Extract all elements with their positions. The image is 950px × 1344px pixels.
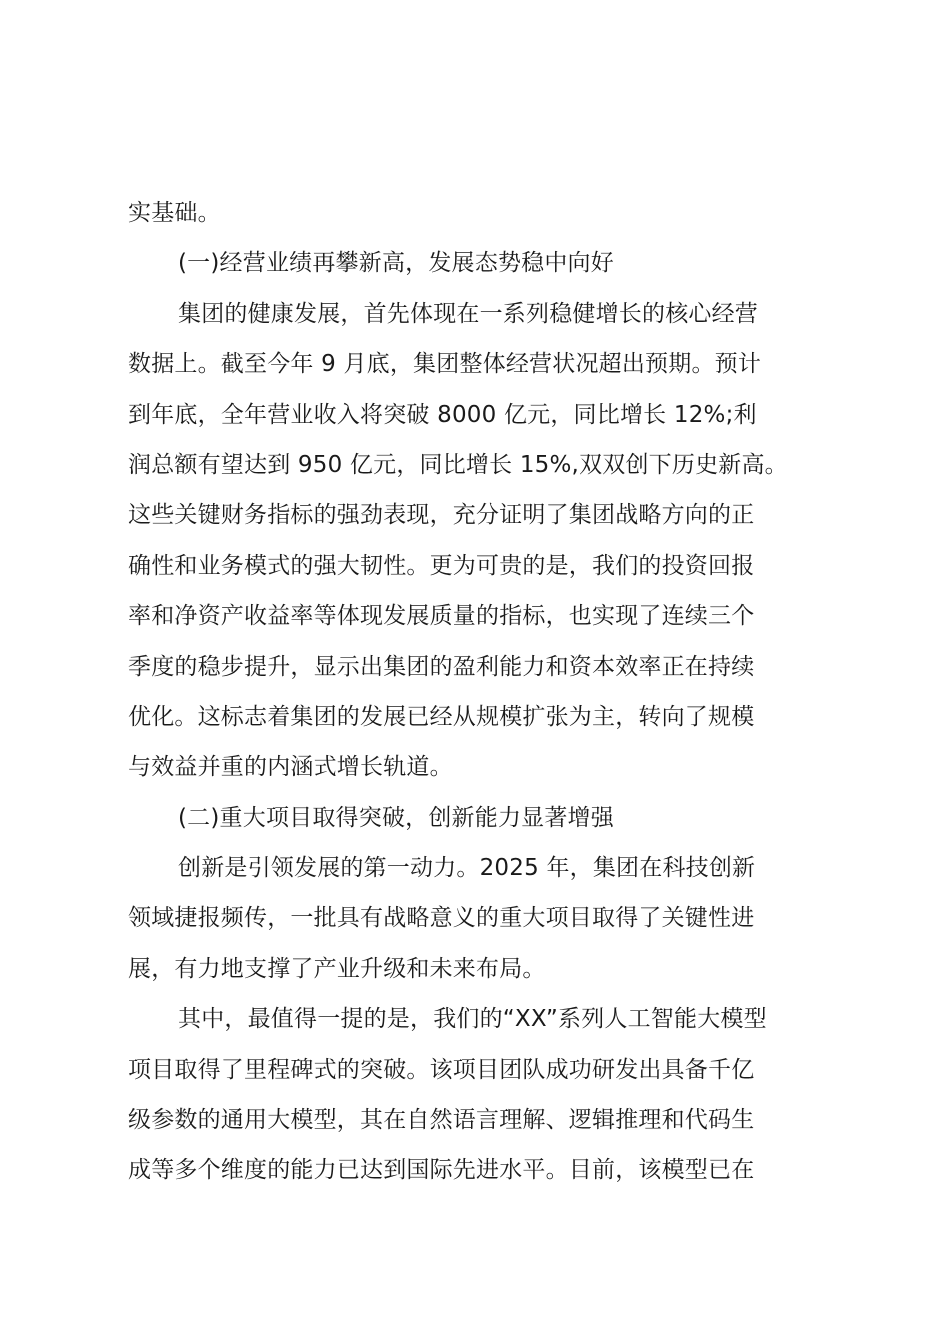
paragraph-line: 展，有力地支撑了产业升级和未来布局。 <box>128 955 546 982</box>
paragraph-line: 润总额有望达到 950 亿元，同比增长 15%,双双创下历史新高。 <box>128 451 788 478</box>
section-heading-1: (一)经营业绩再攀新高，发展态势稳中向好 <box>178 250 614 277</box>
paragraph-line: 率和净资产收益率等体现发展质量的指标，也实现了连续三个 <box>128 603 755 630</box>
paragraph-line: 确性和业务模式的强大韧性。更为可贵的是，我们的投资回报 <box>128 552 755 579</box>
section-heading-2: (二)重大项目取得突破，创新能力显著增强 <box>178 804 614 831</box>
paragraph-line: 这些关键财务指标的强劲表现，充分证明了集团战略方向的正 <box>128 502 755 529</box>
document-body <box>128 188 848 1196</box>
paragraph-line: 其中，最值得一提的是，我们的“XX”系列人工智能大模型 <box>178 1006 767 1033</box>
paragraph-line: 创新是引领发展的第一动力。2025 年，集团在科技创新 <box>178 855 756 882</box>
paragraph-line: 与效益并重的内涵式增长轨道。 <box>128 754 453 781</box>
paragraph-line: 级参数的通用大模型，其在自然语言理解、逻辑推理和代码生 <box>128 1107 755 1134</box>
paragraph-line: 季度的稳步提升，显示出集团的盈利能力和资本效率正在持续 <box>128 653 755 680</box>
paragraph-line: 集团的健康发展，首先体现在一系列稳健增长的核心经营 <box>178 300 758 327</box>
paragraph-line: 到年底，全年营业收入将突破 8000 亿元，同比增长 12%;利 <box>128 401 757 428</box>
paragraph-line: 优化。这标志着集团的发展已经从规模扩张为主，转向了规模 <box>128 703 755 730</box>
paragraph-line: 数据上。截至今年 9 月底，集团整体经营状况超出预期。预计 <box>128 351 762 378</box>
paragraph-line: 项目取得了里程碑式的突破。该项目团队成功研发出具备千亿 <box>128 1056 755 1083</box>
paragraph-line: 领域捷报频传，一批具有战略意义的重大项目取得了关键性进 <box>128 905 755 932</box>
paragraph-line: 成等多个维度的能力已达到国际先进水平。目前，该模型已在 <box>128 1157 755 1184</box>
body-line-continuation: 实基础。 <box>128 200 221 226</box>
